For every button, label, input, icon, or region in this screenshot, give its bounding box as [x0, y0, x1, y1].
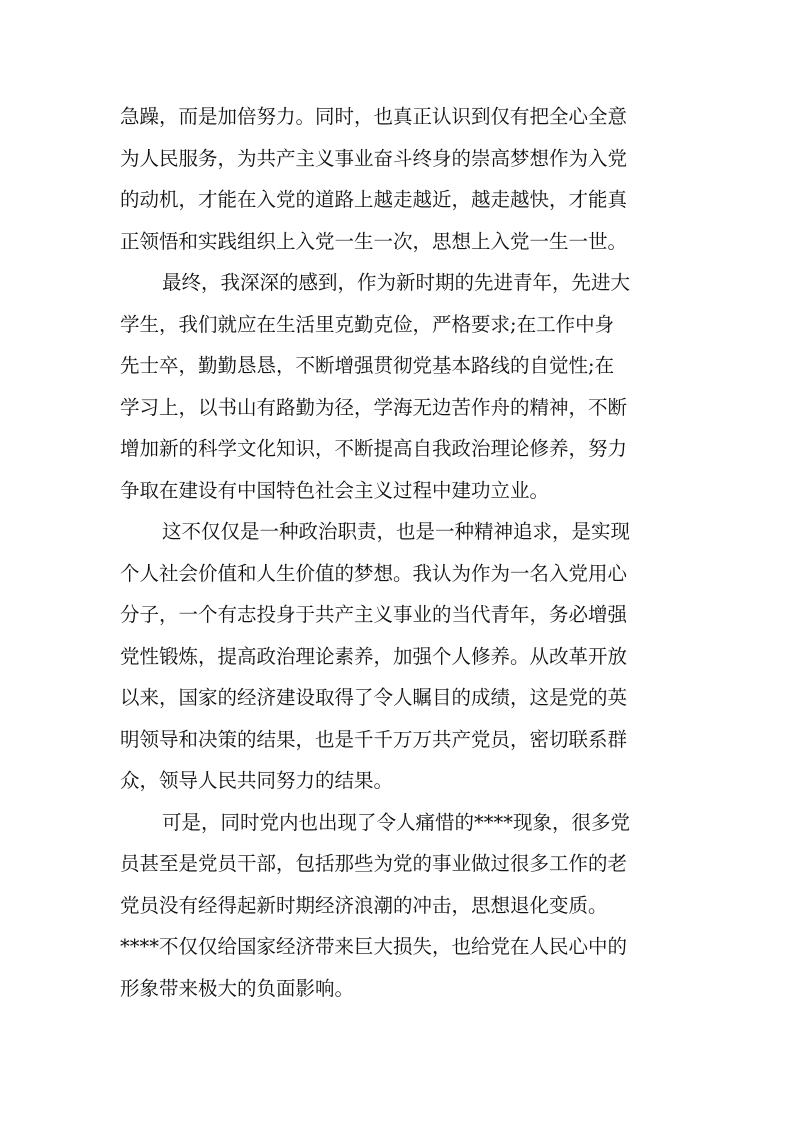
- text-line: 先士卒，勤勤恳恳，不断增强贯彻党基本路线的自觉性;在: [120, 354, 615, 377]
- paragraph: [120, 262, 680, 511]
- text-line: 最终，我深深的感到，作为新时期的先进青年，先进大: [162, 271, 631, 294]
- text-line: 个人社会价值和人生价值的梦想。我认为作为一名入党用心: [120, 561, 628, 585]
- text-line: 众，领导人民共同努力的结果。: [120, 769, 394, 792]
- text-line: 分子，一个有志投身于共产主义事业的当代青年，务必增强: [120, 603, 628, 626]
- text-line: 学习上，以书山有路勤为径，学海无边苦作舟的精神，不断: [120, 395, 628, 419]
- text-line: 学生，我们就应在生活里克勤克俭，严格要求;在工作中身: [120, 312, 615, 336]
- text-line: 以来，国家的经济建设取得了令人瞩目的成绩，这是党的英: [120, 686, 628, 709]
- paragraph: [120, 511, 680, 802]
- text-line: 正领悟和实践组织上入党一生一次，思想上入党一生一世。: [120, 229, 628, 253]
- text-line: 为人民服务，为共产主义事业奋斗终身的崇高梦想作为入党: [120, 146, 628, 170]
- text-line: 急躁，而是加倍努力。同时，也真正认识到仅有把全心全意: [120, 105, 628, 128]
- text-line: 争取在建设有中国特色社会主义过程中建功立业。: [120, 478, 550, 502]
- paragraph: [120, 802, 680, 1010]
- text-line: 明领导和决策的结果，也是千千万万共产党员，密切联系群: [120, 727, 628, 751]
- text-line: 党员没有经得起新时期经济浪潮的冲击，思想退化变质。: [120, 893, 608, 917]
- text-line: ****不仅仅给国家经济带来巨大损失，也给党在人民心中的: [120, 935, 628, 958]
- paragraph: [120, 96, 680, 262]
- text-line: 员甚至是党员干部，包括那些为党的事业做过很多工作的老: [120, 852, 628, 875]
- body-text: [120, 96, 680, 1009]
- text-line: 这不仅仅是一种政治职责，也是一种精神追求，是实现: [162, 520, 631, 543]
- text-line: 增加新的科学文化知识，不断提高自我政治理论修养，努力: [120, 437, 628, 460]
- text-line: 的动机，才能在入党的道路上越走越近，越走越快，才能真: [120, 188, 628, 211]
- text-line: 形象带来极大的负面影响。: [120, 976, 355, 1000]
- text-line: 党性锻炼，提高政治理论素养，加强个人修养。从改革开放: [120, 644, 628, 668]
- text-line: 可是，同时党内也出现了令人痛惜的****现象，很多党: [162, 810, 631, 834]
